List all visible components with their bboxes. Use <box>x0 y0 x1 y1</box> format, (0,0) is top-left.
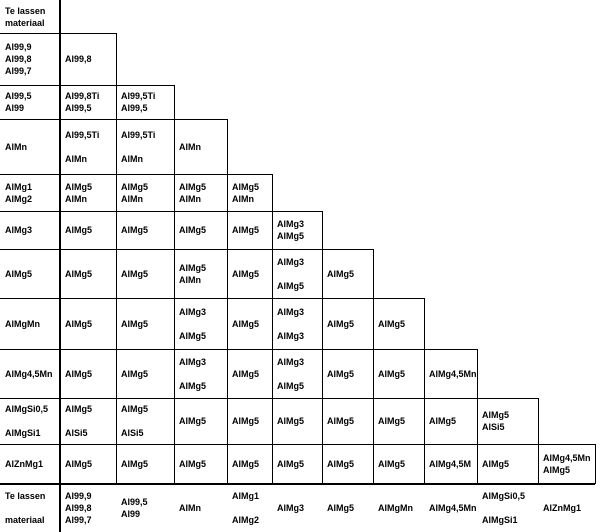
cell-line: Te lassen <box>5 491 46 501</box>
column-label <box>322 484 373 532</box>
cell-line: AlSi5 <box>482 422 505 432</box>
cell-line <box>65 141 116 153</box>
cell-line: AlMg5 <box>121 225 148 235</box>
cell-line: AlMg3 <box>277 219 304 229</box>
filler-cell <box>477 398 538 444</box>
cell-line: AlMg3 <box>277 356 304 367</box>
filler-cell <box>227 174 272 211</box>
filler-cell <box>116 119 174 174</box>
cell-line: AlMg5 <box>378 318 405 329</box>
cell-line: Al99,7 <box>65 515 92 525</box>
cell-line <box>5 415 60 427</box>
cell-line: AlMg4,5Mn <box>543 453 591 463</box>
row-divider <box>0 85 174 86</box>
cell-line: AlMg5 <box>327 459 354 469</box>
cell-line: AlMg5 <box>327 503 354 513</box>
row-label <box>0 119 60 174</box>
cell-line: AlSi5 <box>65 428 88 438</box>
filler-cell <box>373 444 424 484</box>
cell-line: AlMg4,5Mn <box>5 368 53 379</box>
cell-line: Al99 <box>121 509 141 519</box>
cell-line: AlMn <box>179 503 201 513</box>
cell-line: AlMg5 <box>179 330 206 341</box>
cell-line: AlMn <box>232 193 254 204</box>
cell-line <box>277 368 322 380</box>
cell-line: Al99,5 <box>65 103 92 113</box>
row-divider <box>0 298 424 299</box>
cell-line: AlMg5 <box>232 416 259 426</box>
filler-cell <box>116 85 174 119</box>
cell-line: Al99 <box>5 103 25 113</box>
cell-line: materiaal <box>5 17 45 28</box>
filler-cell <box>174 349 227 398</box>
column-label <box>60 484 116 532</box>
cell-line: AlMg1 <box>232 491 259 501</box>
filler-cell <box>174 444 227 484</box>
cell-line: AlMg3 <box>179 356 206 367</box>
filler-cell <box>60 298 116 349</box>
cell-line: AlMg5 <box>232 181 259 192</box>
filler-cell <box>424 349 477 398</box>
filler-cell <box>174 119 227 174</box>
cell-line: AlMgMn <box>5 318 40 329</box>
column-label <box>538 484 595 532</box>
column-label <box>373 484 424 532</box>
cell-line: Al99,8 <box>65 54 92 64</box>
column-divider <box>227 119 228 484</box>
row-label <box>0 349 60 398</box>
cell-line: AlMg3 <box>179 306 206 317</box>
cell-line: AlMg5 <box>277 459 304 469</box>
filler-cell <box>60 119 116 174</box>
cell-line: AlMg5 <box>378 416 405 426</box>
cell-line: AlMg5 <box>277 231 304 241</box>
filler-cell <box>174 211 227 249</box>
column-divider <box>477 349 478 484</box>
cell-line: AlMg5 <box>277 380 304 391</box>
column-label <box>477 484 538 532</box>
filler-cell <box>424 398 477 444</box>
column-divider <box>272 174 273 484</box>
row-label <box>0 85 60 119</box>
column-divider <box>424 298 425 484</box>
cell-line: Al99,8Ti <box>65 91 100 101</box>
cell-line <box>277 318 322 330</box>
column-divider <box>174 85 175 484</box>
cell-line: AlMg5 <box>482 459 509 469</box>
cell-line: AlMg5 <box>429 416 456 426</box>
cell-line: AlMg5 <box>121 459 148 469</box>
filler-cell <box>60 85 116 119</box>
filler-cell <box>174 398 227 444</box>
cell-line: AlMg3 <box>277 256 304 267</box>
filler-cell <box>174 298 227 349</box>
cell-line: AlMg2 <box>5 193 32 204</box>
cell-line: AlMg4,5M <box>429 459 472 469</box>
cell-line: AlMg5 <box>179 416 206 426</box>
cell-line: AlMg5 <box>277 416 304 426</box>
cell-line: materiaal <box>5 515 45 525</box>
cell-line: AlMn <box>121 153 143 164</box>
cell-line: Al99,9 <box>5 42 32 52</box>
cell-line: AlMg5 <box>65 268 92 279</box>
cell-line: AlMg5 <box>543 465 570 475</box>
filler-cell <box>227 349 272 398</box>
cell-line <box>232 502 272 514</box>
cell-line: AlMn <box>65 193 87 204</box>
cell-line <box>482 502 538 514</box>
cell-line: Al99,8 <box>5 54 32 64</box>
cell-line: Al99,5 <box>121 103 148 113</box>
cell-line: AlMgSi0,5 <box>482 491 526 501</box>
filler-cell <box>272 349 322 398</box>
cell-line: AlMn <box>5 141 27 152</box>
row-label <box>0 174 60 211</box>
filler-cell <box>116 211 174 249</box>
cell-line: AlMg5 <box>232 368 259 379</box>
column-divider <box>373 249 374 484</box>
cell-line: Al99,5 <box>121 497 148 507</box>
filler-cell <box>322 349 373 398</box>
cell-line: AlMg5 <box>179 380 206 391</box>
column-label <box>227 484 272 532</box>
cell-line: AlMg3 <box>277 503 304 513</box>
cell-line: AlMn <box>179 141 201 152</box>
row-divider <box>0 211 322 212</box>
filler-cell <box>424 444 477 484</box>
row-label <box>0 298 60 349</box>
filler-cell <box>60 211 116 249</box>
column-divider <box>116 33 117 484</box>
cell-line: AlMgSi1 <box>482 515 518 525</box>
filler-cell <box>538 444 595 484</box>
cell-line: AlMn <box>179 193 201 204</box>
cell-line <box>277 268 322 280</box>
filler-cell <box>116 249 174 298</box>
row-divider <box>0 444 595 445</box>
filler-cell <box>116 444 174 484</box>
cell-line: AlMg5 <box>121 181 148 192</box>
cell-line: AlZnMg1 <box>5 459 43 469</box>
cell-line: AlMgSi1 <box>5 428 41 438</box>
filler-cell <box>227 249 272 298</box>
filler-cell <box>272 398 322 444</box>
row-divider <box>0 119 227 120</box>
filler-cell <box>373 349 424 398</box>
cell-line: AlMg5 <box>232 318 259 329</box>
cell-line: AlMg5 <box>65 225 92 235</box>
row-divider <box>0 33 116 34</box>
filler-cell <box>60 174 116 211</box>
cell-line: AlZnMg1 <box>543 503 581 513</box>
cell-line: Al99,9 <box>65 491 92 501</box>
cell-line: AlMg5 <box>232 268 259 279</box>
bottom-corner-label <box>0 484 60 532</box>
filler-cell <box>477 444 538 484</box>
filler-cell <box>60 249 116 298</box>
cell-line: AlMg5 <box>65 181 92 192</box>
cell-line: AlMg5 <box>121 404 148 414</box>
cell-line: Al99,5Ti <box>121 129 156 140</box>
filler-cell <box>60 398 116 444</box>
filler-cell <box>322 444 373 484</box>
cell-line: AlMg4,5Mn <box>429 368 477 379</box>
cell-line: AlMg5 <box>65 318 92 329</box>
cell-line: AlMg3 <box>277 330 304 341</box>
cell-line: AlMg5 <box>65 404 92 414</box>
filler-cell <box>60 33 116 85</box>
cell-line <box>65 415 116 427</box>
filler-cell <box>272 444 322 484</box>
filler-cell <box>373 398 424 444</box>
cell-line: Al99,8 <box>65 503 92 513</box>
filler-cell <box>227 211 272 249</box>
column-label <box>116 484 174 532</box>
column-label <box>272 484 322 532</box>
row-label <box>0 249 60 298</box>
cell-line: AlMg5 <box>121 318 148 329</box>
cell-line: AlMg5 <box>327 268 354 279</box>
row-label <box>0 211 60 249</box>
cell-line: AlMg5 <box>327 416 354 426</box>
cell-line: AlMg5 <box>5 268 32 279</box>
filler-cell <box>227 298 272 349</box>
filler-cell <box>227 398 272 444</box>
filler-cell <box>116 398 174 444</box>
row-divider <box>0 174 272 175</box>
cell-line <box>5 502 60 514</box>
row-label <box>0 33 60 85</box>
column-divider <box>595 444 596 484</box>
cell-line: Al99,5Ti <box>65 129 100 140</box>
filler-cell <box>227 444 272 484</box>
filler-cell <box>322 249 373 298</box>
cell-line: AlMg3 <box>277 306 304 317</box>
column-divider <box>322 211 323 484</box>
filler-cell <box>272 298 322 349</box>
cell-line: AlMg5 <box>327 368 354 379</box>
cell-line: AlMg5 <box>179 262 206 273</box>
cell-line: Al99,7 <box>5 66 32 76</box>
cell-line: AlMg5 <box>378 368 405 379</box>
cell-line <box>179 318 227 330</box>
filler-cell <box>116 298 174 349</box>
filler-cell <box>322 398 373 444</box>
cell-line: AlMg5 <box>327 318 354 329</box>
filler-cell <box>116 174 174 211</box>
cell-line: Al99,5 <box>5 91 32 101</box>
filler-cell <box>60 444 116 484</box>
cell-line: AlMg2 <box>232 515 259 525</box>
filler-cell <box>373 298 424 349</box>
row-divider <box>0 398 538 399</box>
row-divider <box>0 249 373 250</box>
cell-line: AlMg5 <box>482 410 509 420</box>
column-label <box>174 484 227 532</box>
cell-line <box>121 415 174 427</box>
cell-line: AlMg5 <box>179 181 206 192</box>
cell-line: AlMg5 <box>378 459 405 469</box>
cell-line: Al99,5Ti <box>121 91 156 101</box>
cell-line: AlMg5 <box>121 368 148 379</box>
filler-cell <box>174 174 227 211</box>
cell-line: AlMg5 <box>179 225 206 235</box>
cell-line: AlMgMn <box>378 503 413 513</box>
row-label <box>0 398 60 444</box>
filler-cell <box>174 249 227 298</box>
row-label <box>0 444 60 484</box>
cell-line: AlMg4,5Mn <box>429 503 477 513</box>
filler-cell <box>116 349 174 398</box>
column-label <box>424 484 477 532</box>
footer-divider <box>0 483 595 485</box>
cell-line: AlMg5 <box>121 268 148 279</box>
cell-line: AlMn <box>121 193 143 204</box>
label-column-divider <box>59 0 61 532</box>
cell-line <box>179 368 227 380</box>
cell-line: AlMg1 <box>5 181 32 192</box>
cell-line: AlMgSi0,5 <box>5 404 49 414</box>
filler-cell <box>272 249 322 298</box>
cell-line: AlMg5 <box>232 225 259 235</box>
corner-label <box>0 0 60 33</box>
column-divider <box>538 398 539 484</box>
cell-line: AlMg5 <box>65 368 92 379</box>
cell-line: AlMn <box>179 274 201 285</box>
cell-line: AlMg5 <box>232 459 259 469</box>
cell-line: Te lassen <box>5 5 46 16</box>
cell-line: AlMg3 <box>5 225 32 235</box>
cell-line: AlMg5 <box>179 459 206 469</box>
cell-line: AlSi5 <box>121 428 144 438</box>
cell-line: AlMg5 <box>65 459 92 469</box>
filler-cell <box>322 298 373 349</box>
cell-line: AlMg5 <box>277 280 304 291</box>
filler-cell <box>60 349 116 398</box>
cell-line: AlMn <box>65 153 87 164</box>
cell-line <box>121 141 174 153</box>
row-divider <box>0 349 477 350</box>
filler-cell <box>272 211 322 249</box>
